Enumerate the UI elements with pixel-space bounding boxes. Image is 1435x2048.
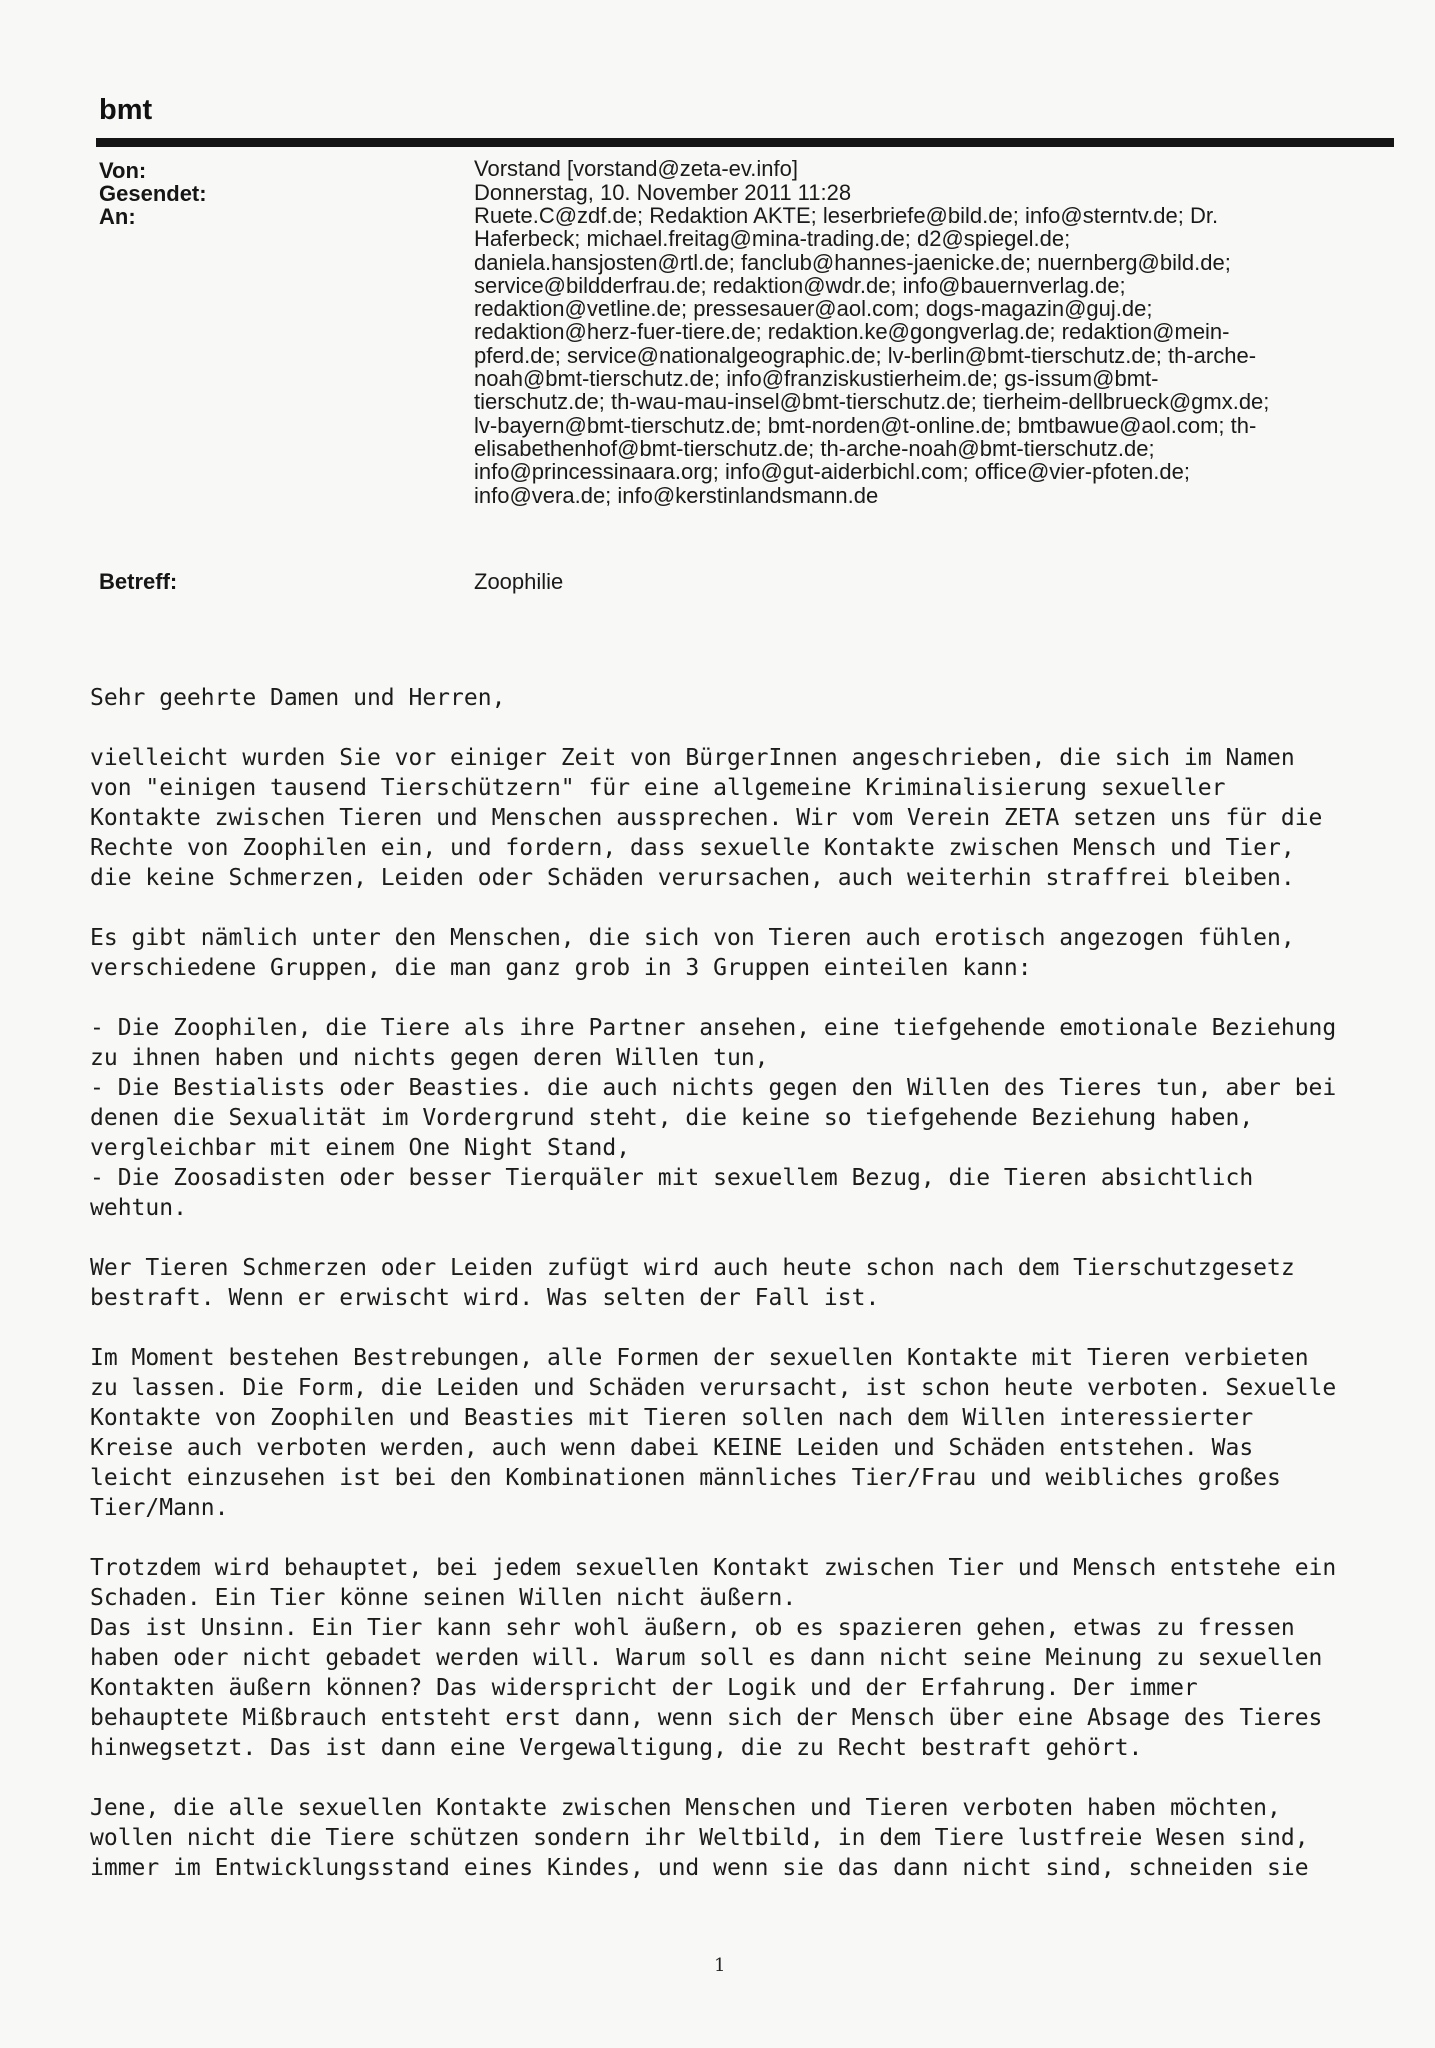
text-line: denen die Sexualität im Vordergrund steht, die keine so tiefgehende Beziehung haben,: [90, 1105, 1254, 1131]
recipient-line: lv-bayern@bmt-tierschutz.de; bmt-norden@t-online.de; bmtbawue@aol.com; th-: [474, 412, 1257, 438]
recipient-line: info@vera.de; info@kerstinlandsmann.de: [474, 482, 879, 508]
text-line: leicht einzusehen ist bei den Kombinationen männliches Tier/Frau und weibliches großes: [90, 1465, 1281, 1491]
text-line: Kontakten äußern können? Das widerspricht der Logik und der Erfahrung. Der immer: [90, 1675, 1198, 1701]
text-line: Im Moment bestehen Bestrebungen, alle Formen der sexuellen Kontakte mit Tieren verbieten: [90, 1345, 1309, 1371]
text-line: verschiedene Gruppen, die man ganz grob in 3 Gruppen einteilen kann:: [90, 955, 1032, 981]
text-line: Rechte von Zoophilen ein, und fordern, dass sexuelle Kontakte zwischen Mensch und Tier,: [90, 835, 1295, 861]
text-line: von "einigen tausend Tierschützern" für eine allgemeine Kriminalisierung sexueller: [90, 775, 1226, 801]
body-paragraph: [90, 743, 1390, 893]
recipient-line: Ruete.C@zdf.de; Redaktion AKTE; leserbriefe@bild.de; info@sterntv.de; Dr.: [474, 203, 1219, 228]
from-value: Vorstand [vorstand@zeta-ev.info]: [474, 156, 798, 181]
header-rule: [96, 138, 1394, 147]
text-line: Trotzdem wird behauptet, bei jedem sexuellen Kontakt zwischen Tier und Mensch entstehe ein: [90, 1555, 1337, 1581]
text-line: wollen nicht die Tiere schützen sondern ihr Weltbild, in dem Tiere lustfreie Wesen sind,: [90, 1825, 1309, 1851]
body-paragraph: [90, 1343, 1390, 1523]
recipient-line: daniela.hansjosten@rtl.de; fanclub@hannes-jaenicke.de; nuernberg@bild.de;: [474, 249, 1231, 275]
text-line: Wer Tieren Schmerzen oder Leiden zufügt wird auch heute schon nach dem Tierschutzgesetz: [90, 1255, 1295, 1281]
text-line: - Die Bestialists oder Beasties. die auch nichts gegen den Willen des Tieres tun, aber bei: [90, 1075, 1337, 1101]
to-label: An:: [99, 204, 136, 229]
recipient-line: tierschutz.de; th-wau-mau-insel@bmt-tierschutz.de; tierheim-dellbrueck@gmx.de;: [474, 389, 1270, 415]
text-line: immer im Entwicklungsstand eines Kindes, und wenn sie das dann nicht sind, schneiden sie: [90, 1855, 1309, 1881]
salutation: [90, 683, 1390, 713]
letter-body: [90, 683, 1390, 1913]
recipient-line: info@princessinaara.org; info@gut-aiderbichl.com; office@vier-pfoten.de;: [474, 459, 1190, 485]
text-line: wehtun.: [90, 1195, 187, 1221]
text-line: Kontakte zwischen Tieren und Menschen aussprechen. Wir vom Verein ZETA setzen uns für die: [90, 805, 1323, 831]
recipient-line: pferd.de; service@nationalgeographic.de; lv-berlin@bmt-tierschutz.de; th-arche-: [474, 342, 1257, 368]
text-line: vergleichbar mit einem One Night Stand,: [90, 1135, 631, 1161]
recipient-line: service@bildderfrau.de; redaktion@wdr.de; info@bauernverlag.de;: [474, 272, 1126, 298]
organization-name: bmt: [99, 94, 153, 126]
body-paragraph: [90, 1253, 1390, 1313]
subject-value: Zoophilie: [474, 569, 564, 594]
body-paragraph: [90, 1013, 1390, 1223]
subject-label: Betreff:: [99, 569, 178, 594]
text-line: - Die Zoosadisten oder besser Tierquäler mit sexuellem Bezug, die Tieren absichtlich: [90, 1165, 1254, 1191]
recipient-line: redaktion@herz-fuer-tiere.de; redaktion.ke@gongverlag.de; redaktion@mein-: [474, 319, 1230, 345]
text-line: Jene, die alle sexuellen Kontakte zwischen Menschen und Tieren verboten haben möchten,: [90, 1795, 1281, 1821]
from-label: Von:: [99, 158, 147, 183]
text-line: Sehr geehrte Damen und Herren,: [90, 685, 506, 711]
text-line: vielleicht wurden Sie vor einiger Zeit von BürgerInnen angeschrieben, die sich im Namen: [90, 745, 1295, 771]
text-line: zu ihnen haben und nichts gegen deren Willen tun,: [90, 1045, 769, 1071]
text-line: hinwegsetzt. Das ist dann eine Vergewaltigung, die zu Recht bestraft gehört.: [90, 1735, 1143, 1761]
to-recipients: [474, 204, 1374, 507]
sent-value: Donnerstag, 10. November 2011 11:28: [474, 180, 852, 205]
recipient-line: noah@bmt-tierschutz.de; info@franziskustierheim.de; gs-issum@bmt-: [474, 366, 1159, 392]
text-line: zu lassen. Die Form, die Leiden und Schäden verursacht, ist schon heute verboten. Sexuelle: [90, 1375, 1337, 1401]
text-line: Kontakte von Zoophilen und Beasties mit Tieren sollen nach dem Willen interessierter: [90, 1405, 1254, 1431]
text-line: Das ist Unsinn. Ein Tier kann sehr wohl äußern, ob es spazieren gehen, etwas zu fressen: [90, 1615, 1295, 1641]
text-line: - Die Zoophilen, die Tiere als ihre Partner ansehen, eine tiefgehende emotionale Beziehung: [90, 1015, 1337, 1041]
body-paragraph: [90, 1793, 1390, 1883]
text-line: Kreise auch verboten werden, auch wenn dabei KEINE Leiden und Schäden entstehen. Was: [90, 1435, 1254, 1461]
recipient-line: elisabethenhof@bmt-tierschutz.de; th-arche-noah@bmt-tierschutz.de;: [474, 435, 1155, 461]
text-line: haben oder nicht gebadet werden will. Warum soll es dann nicht seine Meinung zu sexuellen: [90, 1645, 1323, 1671]
recipient-line: redaktion@vetline.de; pressesauer@aol.com; dogs-magazin@guj.de;: [474, 296, 1153, 322]
page-number: 1: [714, 1955, 726, 1976]
text-line: behauptete Mißbrauch entsteht erst dann, wenn sich der Mensch über eine Absage des Tieres: [90, 1705, 1323, 1731]
sent-label: Gesendet:: [99, 181, 207, 206]
body-paragraph: [90, 1553, 1390, 1763]
text-line: bestraft. Wenn er erwischt wird. Was selten der Fall ist.: [90, 1285, 880, 1311]
text-line: die keine Schmerzen, Leiden oder Schäden verursachen, auch weiterhin straffrei bleiben.: [90, 865, 1295, 891]
text-line: Tier/Mann.: [90, 1495, 229, 1521]
text-line: Es gibt nämlich unter den Menschen, die sich von Tieren auch erotisch angezogen fühlen,: [90, 925, 1295, 951]
text-line: Schaden. Ein Tier könne seinen Willen nicht äußern.: [90, 1585, 797, 1611]
body-paragraph: [90, 923, 1390, 983]
recipient-line: Haferbeck; michael.freitag@mina-trading.de; d2@spiegel.de;: [474, 226, 1071, 252]
